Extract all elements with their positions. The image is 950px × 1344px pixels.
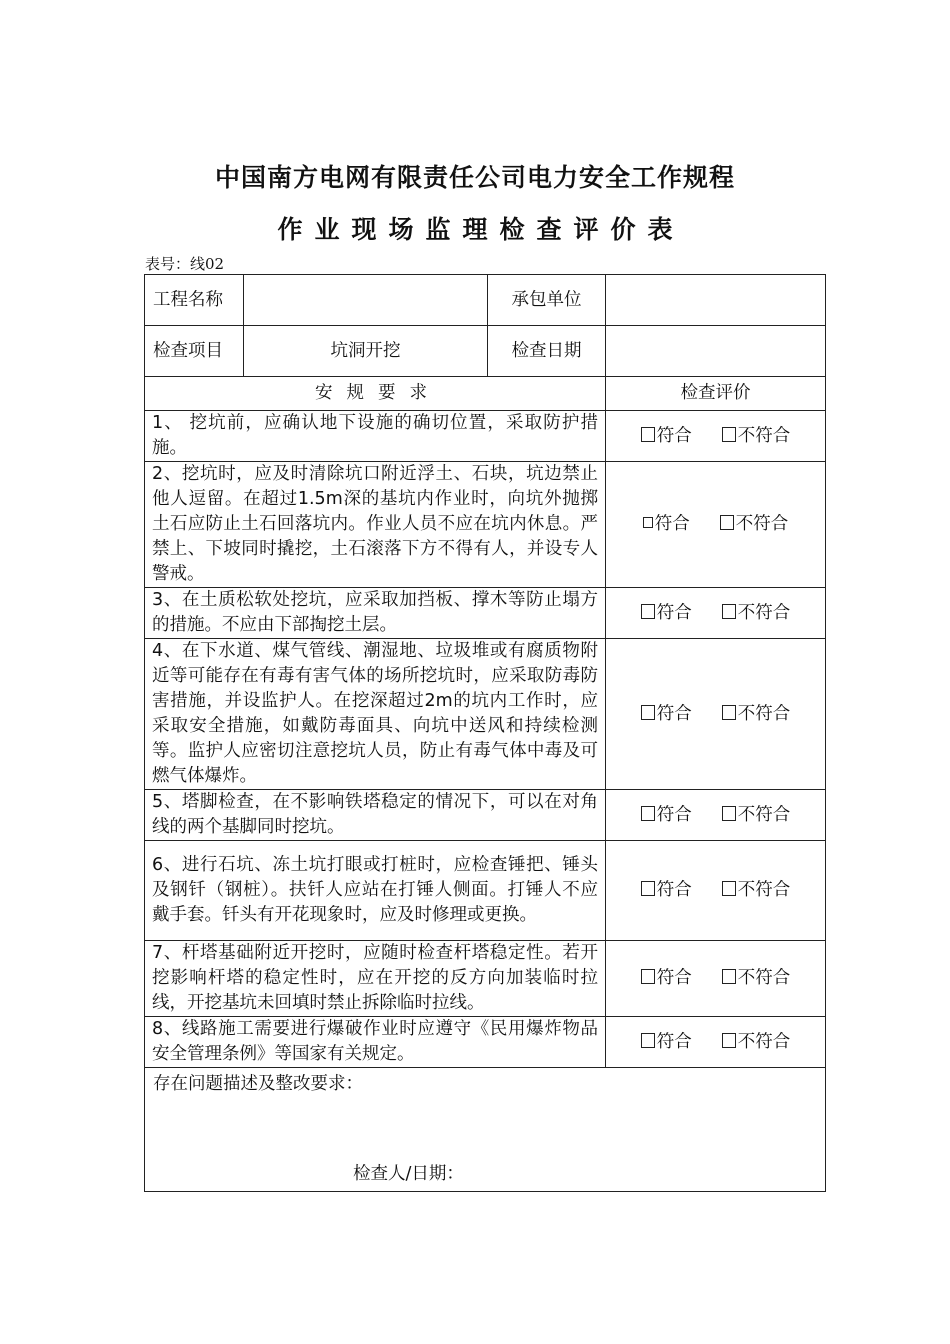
fail-label: 不符合 (737, 1031, 791, 1052)
pass-checkbox[interactable] (641, 604, 655, 619)
pass-label: 符合 (656, 602, 692, 623)
evaluation-cell (606, 941, 826, 1017)
pass-checkbox[interactable] (641, 705, 655, 720)
fail-checkbox[interactable] (722, 969, 736, 984)
pass-label: 符合 (656, 804, 692, 825)
pass-checkbox[interactable] (641, 1033, 655, 1048)
fail-checkbox[interactable] (722, 705, 736, 720)
contractor-label: 承包单位 (488, 275, 606, 326)
evaluation-cell (606, 639, 826, 790)
pass-label: 符合 (656, 703, 692, 724)
pass-label: 符合 (654, 514, 690, 534)
fail-checkbox[interactable] (722, 881, 736, 896)
requirement-text: 3、在土质松软处挖坑，应采取加挡板、撑木等防止塌方的措施。不应由下部掏挖土层。 (145, 588, 606, 639)
document-title: 中国南方电网有限责任公司电力安全工作规程 (214, 163, 735, 192)
pass-label: 符合 (656, 880, 692, 900)
requirement-text: 5、塔脚检查，在不影响铁塔稳定的情况下，可以在对角线的两个基脚同时挖坑。 (145, 790, 606, 841)
project-name-label: 工程名称 (145, 275, 244, 326)
requirement-row (145, 790, 826, 841)
pass-checkbox[interactable] (641, 427, 655, 442)
requirement-row (145, 639, 826, 790)
inspection-item-field[interactable]: 坑洞开挖 (244, 326, 488, 377)
pass-checkbox[interactable] (643, 517, 653, 528)
fail-label: 不符合 (737, 703, 791, 724)
fail-checkbox[interactable] (722, 604, 736, 619)
pass-checkbox[interactable] (641, 806, 655, 821)
problems-cell[interactable] (145, 1068, 826, 1192)
fail-label: 不符合 (735, 514, 789, 534)
evaluation-cell (606, 588, 826, 639)
requirement-row (145, 841, 826, 941)
evaluation-cell (606, 462, 826, 588)
requirement-text: 8、线路施工需要进行爆破作业时应遵守《民用爆炸物品安全管理条例》等国家有关规定。 (145, 1017, 606, 1068)
requirement-text: 4、在下水道、煤气管线、潮湿地、垃圾堆或有腐质物附近等可能存在有毒有害气体的场所挖坑时，应采取防毒防害措施，并设监护人。在挖深超过2m的坑内工作时，应采取安全措施，如戴防毒面具、向坑中送风和持续检测等。监护人应密切注意挖坑人员，防止有毒气体中毒及可燃气体爆炸。 (145, 639, 606, 790)
requirement-text: 2、挖坑时，应及时清除坑口附近浮土、石块，坑边禁止他人逗留。在超过1.5m深的基坑内作业时，向坑外抛掷土石应防止土石回落坑内。作业人员不应在坑内休息。严禁上、下坡同时撬挖，土石滚落下方不得有人，并设专人警戒。 (145, 462, 606, 588)
requirement-row (145, 941, 826, 1017)
fail-label: 不符合 (737, 968, 791, 988)
header-row-project (145, 275, 826, 326)
inspector-date-label: 检查人/日期： (353, 1164, 464, 1184)
inspection-date-label: 检查日期 (488, 326, 606, 377)
form-title: 作业现场监理检查评价表 (277, 215, 685, 244)
pass-label: 符合 (656, 968, 692, 988)
form-number: 表号：线02 (145, 255, 225, 273)
requirement-text: 6、进行石坑、冻土坑打眼或打桩时，应检查锤把、锤头及钢钎（钢桩）。扶钎人应站在打锤人侧面。打锤人不应戴手套。钎头有开花现象时，应及时修理或更换。 (145, 841, 606, 941)
evaluation-cell (606, 1017, 826, 1068)
problems-row (145, 1068, 826, 1192)
pass-label: 符合 (656, 425, 692, 446)
pass-label: 符合 (656, 1031, 692, 1052)
inspection-form-table (144, 274, 826, 1192)
inspection-date-field[interactable] (606, 326, 826, 377)
requirements-column-header: 安规要求 (145, 377, 606, 411)
fail-label: 不符合 (737, 880, 791, 900)
evaluation-column-header: 检查评价 (606, 377, 826, 411)
requirement-row (145, 411, 826, 462)
evaluation-cell (606, 411, 826, 462)
fail-checkbox[interactable] (722, 427, 736, 442)
requirement-row (145, 462, 826, 588)
pass-checkbox[interactable] (641, 881, 655, 896)
fail-checkbox[interactable] (722, 1033, 736, 1048)
evaluation-cell (606, 841, 826, 941)
fail-checkbox[interactable] (720, 515, 734, 530)
inspection-item-label: 检查项目 (145, 326, 244, 377)
requirement-text: 1、 挖坑前，应确认地下设施的确切位置，采取防护措施。 (145, 411, 606, 462)
fail-checkbox[interactable] (722, 806, 736, 821)
problems-label: 存在问题描述及整改要求： (153, 1074, 363, 1094)
requirement-row (145, 588, 826, 639)
fail-label: 不符合 (737, 804, 791, 825)
evaluation-cell (606, 790, 826, 841)
project-name-field[interactable] (244, 275, 488, 326)
pass-checkbox[interactable] (641, 969, 655, 984)
requirement-row (145, 1017, 826, 1068)
column-header-row (145, 377, 826, 411)
requirement-text: 7、杆塔基础附近开挖时，应随时检查杆塔稳定性。若开挖影响杆塔的稳定性时，应在开挖的反方向加装临时拉线，开挖基坑未回填时禁止拆除临时拉线。 (145, 941, 606, 1017)
fail-label: 不符合 (737, 602, 791, 623)
header-row-inspection (145, 326, 826, 377)
fail-label: 不符合 (737, 425, 791, 446)
contractor-field[interactable] (606, 275, 826, 326)
